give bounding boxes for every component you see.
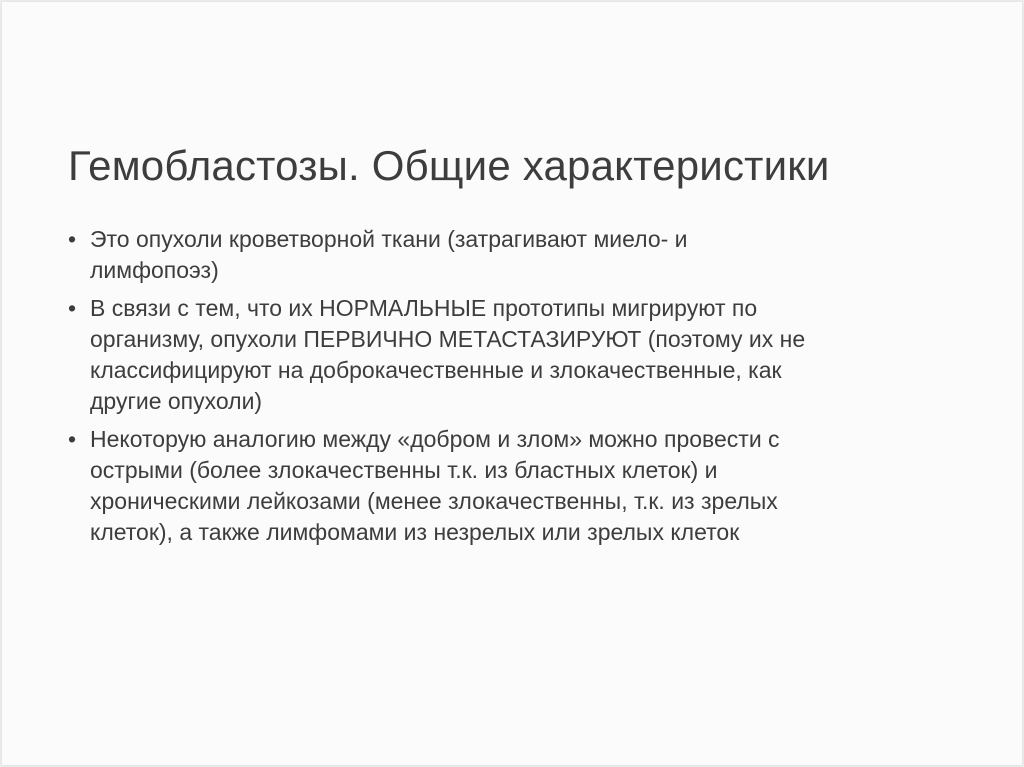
bullet-text-line: Это опухоли кроветворной ткани (затрагивают миело- и (90, 226, 688, 252)
bullet-item (66, 293, 966, 417)
bullet-item (66, 224, 966, 286)
bullet-item (66, 424, 966, 548)
bullet-dot-icon: • (68, 426, 77, 452)
bullet-text-line: клеток), а также лимфомами из незрелых или зрелых клеток (90, 519, 740, 545)
bullet-text-line: организму, опухоли ПЕРВИЧНО МЕТАСТАЗИРУЮТ (поэтому их не (90, 326, 806, 352)
bullet-dot-icon: • (68, 295, 77, 321)
slide (2, 2, 1022, 765)
bullet-dot-icon: • (68, 226, 77, 252)
bullet-list (66, 224, 966, 555)
bullet-text-line: хроническими лейкозами (менее злокачественны, т.к. из зрелых (90, 488, 778, 514)
bullet-text-line: классифицируют на доброкачественные и злокачественные, как (90, 357, 782, 383)
slide-title: Гемобластозы. Общие характеристики (68, 142, 830, 189)
bullet-text-line: лимфопоэз) (90, 257, 219, 283)
bullet-text-line: другие опухоли) (90, 388, 263, 414)
bullet-text-line: острыми (более злокачественны т.к. из бластных клеток) и (90, 457, 718, 483)
bullet-text-line: Некоторую аналогию между «добром и злом» можно провести с (90, 426, 780, 452)
bullet-text-line: В связи с тем, что их НОРМАЛЬНЫЕ прототипы мигрируют по (90, 295, 758, 321)
